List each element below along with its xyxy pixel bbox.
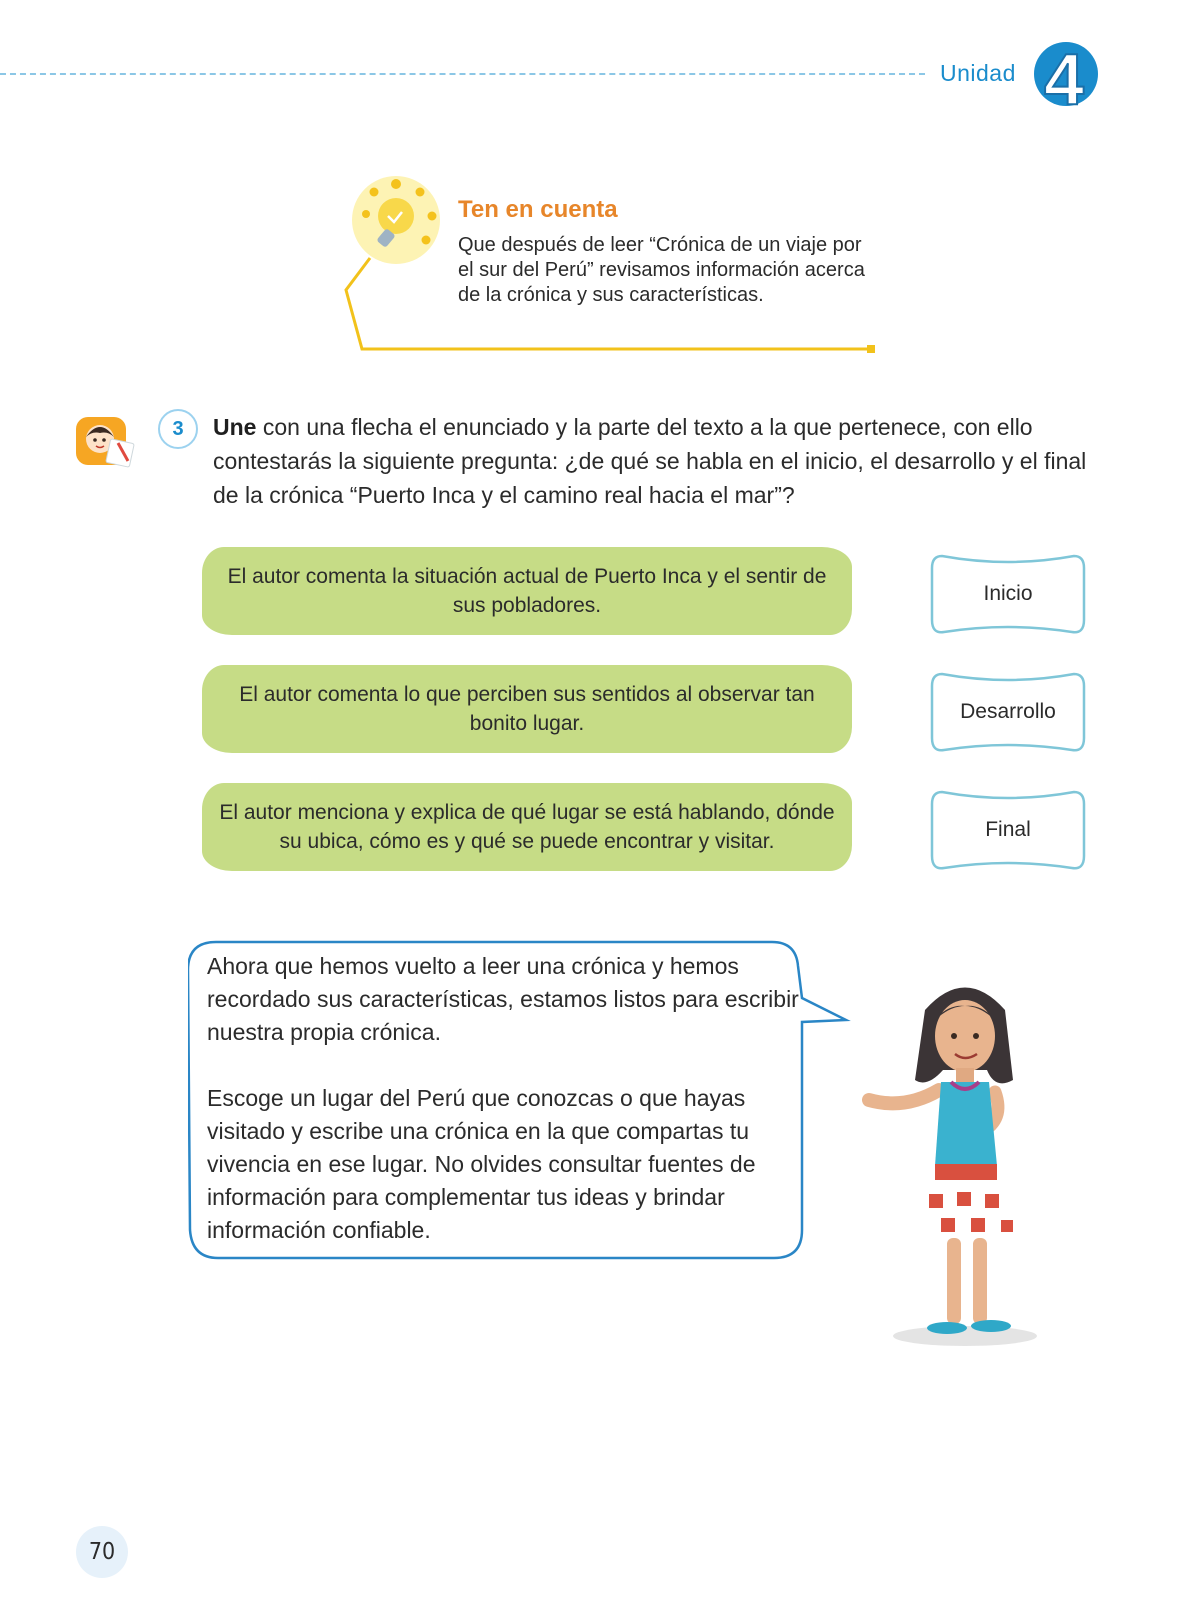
activity-instruction	[213, 410, 1093, 512]
statement-card[interactable]: El autor comenta lo que perciben sus sentidos al observar tan bonito lugar.	[202, 665, 852, 753]
speech-bubble-text	[207, 950, 807, 1247]
part-label: Final	[985, 818, 1031, 841]
part-label: Inicio	[983, 582, 1033, 605]
unit-number: 4	[1043, 40, 1085, 120]
girl-illustration	[855, 970, 1065, 1350]
part-label: Desarrollo	[960, 700, 1056, 723]
tip-title: Ten en cuenta	[458, 196, 618, 223]
page-number: 70	[76, 1526, 128, 1578]
unit-label: Unidad	[940, 60, 1016, 86]
lightbulb-icon	[350, 172, 446, 268]
student-writing-icon	[74, 413, 138, 469]
instruction-verb: Une	[213, 414, 257, 440]
part-card-desarrollo[interactable]	[928, 668, 1088, 756]
header-dashed-line	[0, 73, 925, 75]
unit-number-badge	[1030, 34, 1100, 120]
instruction-text: con una flecha el enunciado y la parte del texto a la que pertenece, con ello contestarás la siguiente pregunta: ¿de qué se habla en el inicio, el desarrollo y el final de la crónica “Puerto Inca y el camino real hacia el mar”?	[213, 414, 1087, 508]
speech-paragraph: Ahora que hemos vuelto a leer una crónica y hemos recordado sus características, estamos listos para escribir nuestra propia crónica.	[207, 953, 799, 1045]
part-card-inicio[interactable]	[928, 550, 1088, 638]
statement-card[interactable]: El autor menciona y explica de qué lugar se está hablando, dónde su ubica, cómo es y qué se puede encontrar y visitar.	[202, 783, 852, 871]
speech-paragraph: Escoge un lugar del Perú que conozcas o que hayas visitado y escribe una crónica en la que compartas tu vivencia en ese lugar. No olvides consultar fuentes de información para complementar tus ideas y brindar información confiable.	[207, 1085, 756, 1243]
statement-card[interactable]: El autor comenta la situación actual de Puerto Inca y el sentir de sus pobladores.	[202, 547, 852, 635]
part-card-final[interactable]	[928, 786, 1088, 874]
activity-number-badge: 3	[158, 409, 198, 449]
tip-body: Que después de leer “Crónica de un viaje por el sur del Perú” revisamos información acerca de la crónica y sus características.	[458, 234, 865, 306]
